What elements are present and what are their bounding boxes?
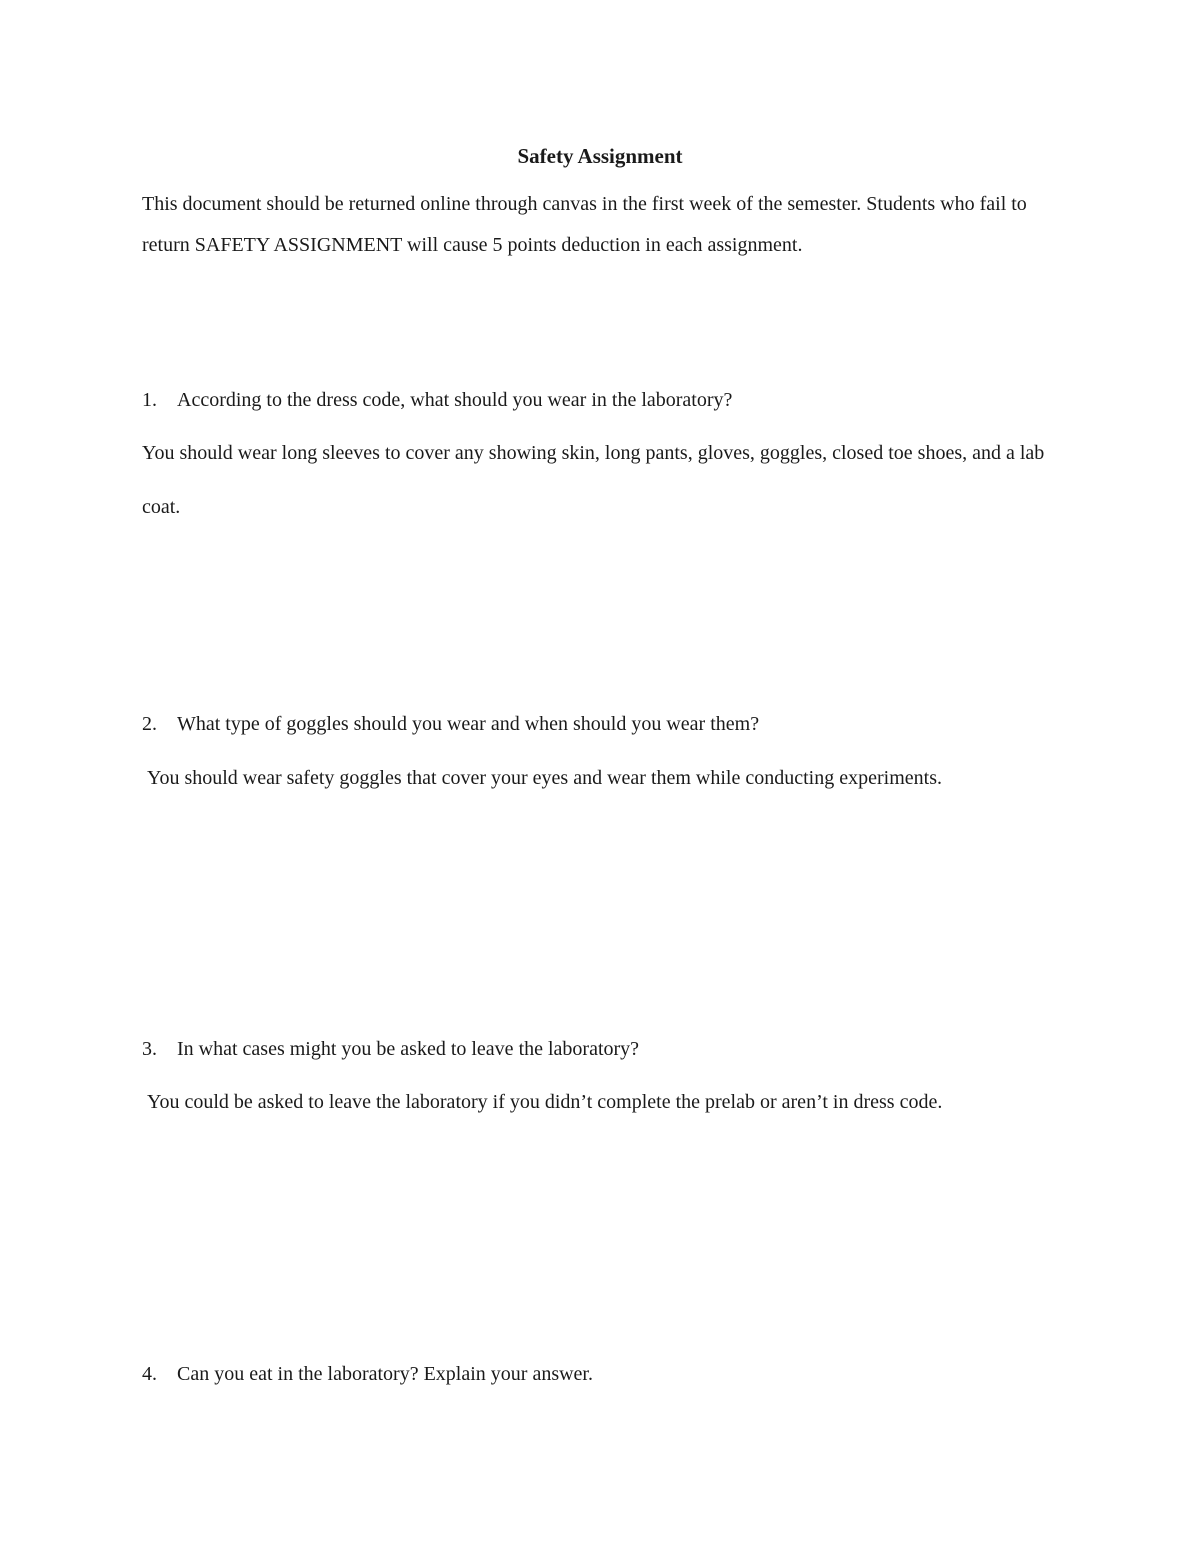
answer-2: You should wear safety goggles that cover your eyes and wear them while conducting experiments.	[142, 767, 942, 789]
question-text: Can you eat in the laboratory? Explain your answer.	[177, 1363, 593, 1385]
question-number: 4.	[142, 1363, 157, 1385]
question-text: What type of goggles should you wear and when should you wear them?	[177, 713, 760, 735]
question-4	[142, 1362, 1082, 1386]
question-text: According to the dress code, what should you wear in the laboratory?	[177, 389, 733, 411]
question-3	[142, 1037, 1082, 1061]
answer-1: You should wear long sleeves to cover any showing skin, long pants, gloves, goggles, closed toe shoes, and a lab coat.	[142, 442, 1045, 518]
question-number: 1.	[142, 389, 157, 411]
question-2	[142, 712, 1082, 736]
question-text: In what cases might you be asked to leave the laboratory?	[177, 1038, 640, 1060]
answer-3: You could be asked to leave the laboratory if you didn’t complete the prelab or aren’t in dress code.	[142, 1091, 943, 1113]
instructions-paragraph: This document should be returned online through canvas in the first week of the semester. Students who fail to return SAFETY ASSIGNMENT will cause 5 points deduction in each assignment.	[142, 193, 1027, 256]
question-1	[142, 388, 1082, 412]
question-number: 3.	[142, 1038, 157, 1060]
question-number: 2.	[142, 713, 157, 735]
document-title: Safety Assignment	[517, 144, 683, 168]
